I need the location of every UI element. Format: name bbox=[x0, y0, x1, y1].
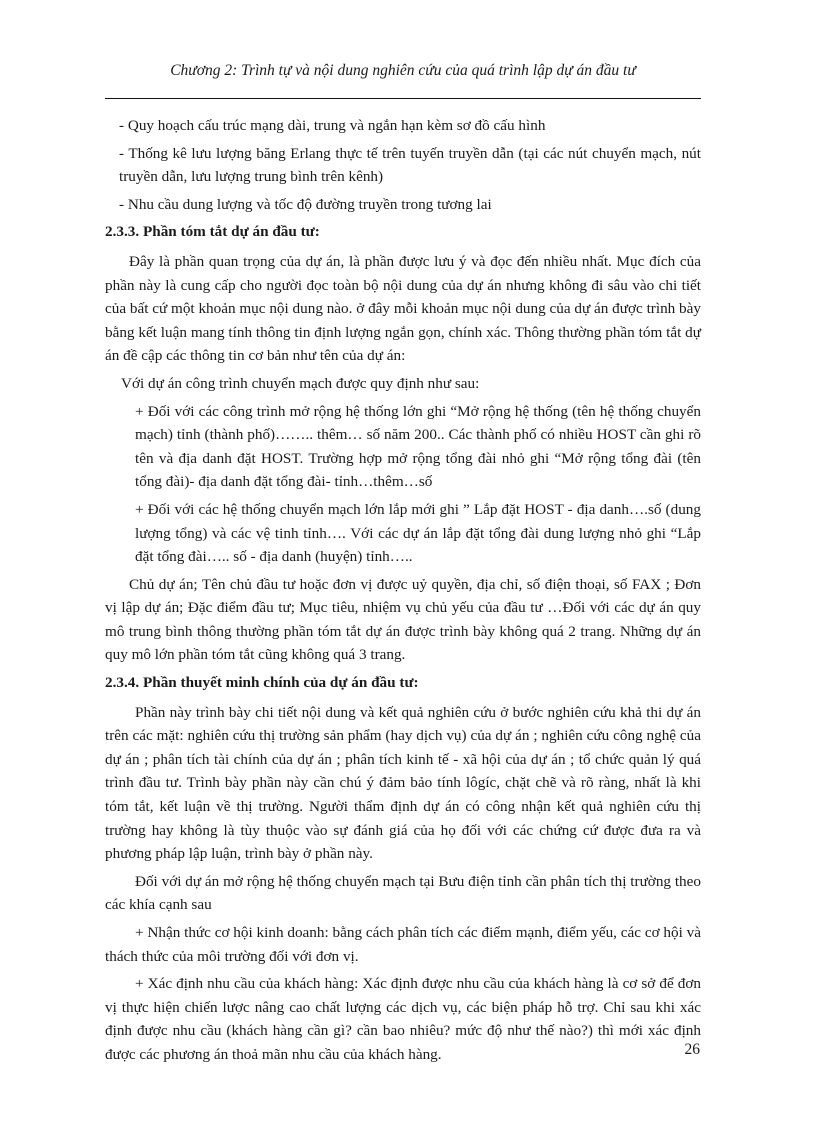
bullet-item: - Quy hoạch cấu trúc mạng dài, trung và ngắn hạn kèm sơ đồ cấu hình bbox=[119, 117, 546, 134]
list-item: + Đối với các công trình mở rộng hệ thống lớn ghi “Mở rộng hệ thống (tên hệ thống chuyển mạch) tỉnh (thành phố)…….. thêm… số năm 200.. Các thành phố có nhiều HOST cần ghi rõ tên và địa danh đặt HOST. Trường hợp mở rộng tổng đài nhỏ ghi “Mở rộng tổng đài (tên tổng đài)- địa danh đặt tổng đài- tỉnh…thêm…số bbox=[135, 402, 701, 491]
paragraph: + Xác định nhu cầu của khách hàng: Xác định được nhu cầu của khách hàng là cơ sở để đơn vị thực hiện chiến lược nâng cao chất lượng các dịch vụ, các biện pháp hỗ trợ. Chỉ sau khi xác định được nhu cầu (khách hàng cần gì? cần bao nhiêu? mức độ như thế nào?) thì mới xác định được các phương án thoả mãn nhu cầu của khách hàng. bbox=[105, 975, 701, 1063]
page-number: 26 bbox=[684, 1041, 700, 1058]
chapter-header: Chương 2: Trình tự và nội dung nghiên cứu của quá trình lập dự án đầu tư bbox=[170, 62, 636, 79]
paragraph: Đối với dự án mở rộng hệ thống chuyển mạch tại Bưu điện tỉnh cần phân tích thị trường theo các khía cạnh sau bbox=[105, 872, 701, 914]
section-heading-2-3-4: 2.3.4. Phần thuyết minh chính của dự án đầu tư: bbox=[105, 674, 419, 692]
header-rule bbox=[105, 98, 701, 99]
paragraph: + Nhận thức cơ hội kinh doanh: bằng cách phân tích các điểm mạnh, điểm yếu, các cơ hội và thách thức của môi trường đối với đơn vị. bbox=[105, 924, 701, 965]
paragraph: Chủ dự án; Tên chủ đầu tư hoặc đơn vị được uỷ quyền, địa chỉ, số điện thoại, số FAX ; Đơn vị lập dự án; Đặc điểm đầu tư; Mục tiêu, nhiệm vụ chủ yếu của đầu tư …Đối với các dự án quy mô trung bình thông thường phần tóm tắt dự án được trình bày không quá 2 trang. Những dự án quy mô lớn phần tóm tắt cũng không quá 3 trang. bbox=[105, 575, 701, 664]
bullet-item: - Thống kê lưu lượng băng Erlang thực tế trên tuyến truyền dẫn (tại các nút chuyển mạch, nút truyền dẫn, lưu lượng trung bình trên kênh) bbox=[119, 144, 701, 186]
bullet-item: - Nhu cầu dung lượng và tốc độ đường truyền trong tương lai bbox=[119, 195, 492, 213]
section-heading-2-3-3: 2.3.3. Phần tóm tắt dự án đầu tư: bbox=[105, 223, 320, 241]
paragraph: Đây là phần quan trọng của dự án, là phần được lưu ý và đọc đến nhiều nhất. Mục đích của phần này là cung cấp cho người đọc toàn bộ nội dung của dự án nhưng không đi sâu vào chi tiết của bất cứ một khoản mục nội dung nào. ở đây mỗi khoản mục nội dung của dự án được trình bày bằng kết luận mang tính thông tin định lượng ngắn gọn, chính xác. Thông thường phần tóm tắt dự án đề cập các thông tin cơ bản như tên của dự án: bbox=[105, 252, 701, 365]
list-item: + Đối với các hệ thống chuyển mạch lớn lắp mới ghi ” Lắp đặt HOST - địa danh….số (dung lượng tổng) và các vệ tinh tỉnh…. Với các dự án lắp đặt tổng đài dung lượng nhỏ ghi “Lắp đặt tổng đài….. số - địa danh (huyện) tỉnh….. bbox=[135, 500, 701, 566]
paragraph: Phần này trình bày chi tiết nội dung và kết quả nghiên cứu ở bước nghiên cứu khả thi dự án trên các mặt: nghiên cứu thị trường sản phẩm (hay dịch vụ) của dự án ; nghiên cứu công nghệ của dự án ; phân tích tài chính của dự án ; phân tích kinh tế - xã hội của dự án ; tổ chức quản lý quá trình đầu tư. Trình bày phần này cần chú ý đảm bảo tính lôgíc, chặt chẽ và rõ ràng, nhất là khi tóm tắt, kết luận về thị trường. Người thẩm định dự án có công nhận kết quả nghiên cứu thị trường hay không là tùy thuộc vào sự đánh giá của họ đối với các chứng cứ được đưa ra và phương pháp lập luận, trình bày ở phần này. bbox=[105, 703, 701, 863]
paragraph: Với dự án công trình chuyển mạch được quy định như sau: bbox=[121, 374, 480, 392]
page-body bbox=[105, 114, 701, 1071]
